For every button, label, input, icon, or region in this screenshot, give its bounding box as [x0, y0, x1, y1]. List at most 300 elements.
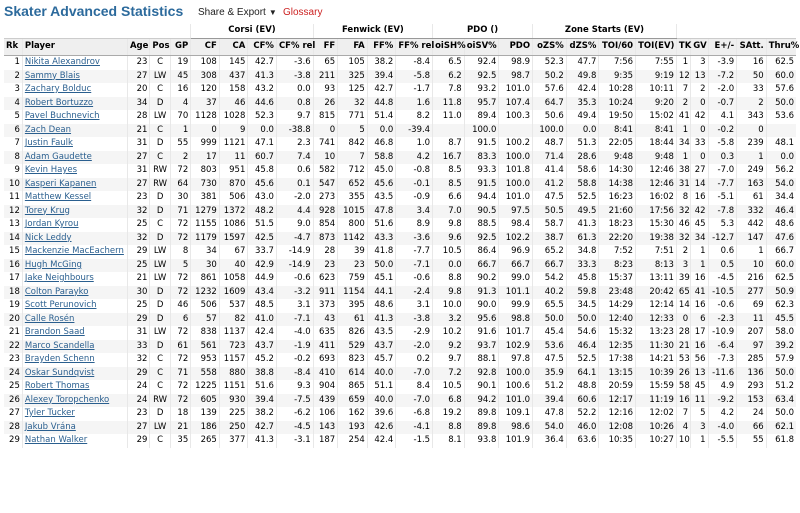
player-link[interactable]: Hugh McGing	[22, 259, 127, 273]
table-cell: 40.0	[367, 367, 396, 381]
table-cell: 58.0	[766, 326, 796, 340]
column-header[interactable]: oiSH%	[433, 39, 465, 56]
table-cell: 14	[691, 178, 708, 192]
table-cell: 0	[691, 151, 708, 165]
table-cell: -38.8	[276, 124, 313, 138]
column-header[interactable]: FA	[338, 39, 368, 56]
table-cell: 1232	[191, 286, 220, 300]
table-cell: 39	[676, 272, 690, 286]
table-cell: 50.9	[766, 286, 796, 300]
table-cell: D	[150, 191, 170, 205]
table-cell: 27	[127, 178, 149, 192]
table-cell: 65.5	[533, 299, 567, 313]
table-cell: 1	[691, 245, 708, 259]
table-cell: 99.9	[499, 299, 533, 313]
column-header[interactable]: FF	[313, 39, 337, 56]
table-cell: 13	[691, 367, 708, 381]
column-header[interactable]: FF%	[367, 39, 396, 56]
table-cell: -9.2	[708, 394, 737, 408]
table-cell: 66.7	[766, 245, 796, 259]
table-cell: -10.9	[708, 326, 737, 340]
table-cell: 44.9	[248, 272, 277, 286]
table-cell: D	[150, 137, 170, 151]
column-header[interactable]: CF% rel	[276, 39, 313, 56]
table-cell: -3.8	[396, 313, 433, 327]
table-cell: 102.2	[499, 232, 533, 246]
player-link[interactable]: Zach Dean	[22, 124, 127, 138]
table-cell: 62.5	[766, 56, 796, 70]
table-cell: 19	[9, 300, 20, 310]
player-link[interactable]: Brayden Schenn	[22, 353, 127, 367]
table-cell: -4.0	[708, 421, 737, 435]
table-cell: 91.5	[464, 137, 499, 151]
table-cell: 89.8	[464, 407, 499, 421]
table-cell: 61.8	[766, 434, 796, 448]
table-cell: 5	[691, 407, 708, 421]
table-cell: -3.9	[708, 56, 737, 70]
table-cell: 43.4	[248, 286, 277, 300]
column-header[interactable]: oZS%	[533, 39, 567, 56]
table-cell: 100.0	[499, 367, 533, 381]
table-cell: 0	[191, 124, 220, 138]
table-cell: 60.0	[766, 70, 796, 84]
table-cell: 45.7	[367, 353, 396, 367]
table-cell: 72	[170, 286, 190, 300]
table-cell: 53.6	[533, 340, 567, 354]
table-cell: 53	[676, 353, 690, 367]
table-cell: 29	[127, 367, 149, 381]
table-cell: 332	[737, 205, 767, 219]
table-cell: -39.4	[396, 124, 433, 138]
column-header[interactable]: dZS%	[566, 39, 599, 56]
table-cell: -2.9	[396, 326, 433, 340]
table-cell: 273	[313, 191, 337, 205]
table-cell: 50.0	[367, 259, 396, 273]
column-header[interactable]: oiSV%	[464, 39, 499, 56]
table-cell: 6	[4, 124, 22, 138]
table-cell: -0.9	[396, 191, 433, 205]
table-cell: 0.0	[433, 259, 465, 273]
table-cell: 44.1	[367, 286, 396, 300]
table-cell: 2	[691, 83, 708, 97]
table-cell: 51.6	[248, 380, 277, 394]
table-cell	[433, 124, 465, 138]
table-cell: 3.4	[396, 205, 433, 219]
table-cell: 9:35	[599, 70, 636, 84]
table-cell: C	[150, 367, 170, 381]
table-cell: 865	[338, 380, 368, 394]
table-cell: 32	[676, 232, 690, 246]
table-cell: 1128	[191, 110, 220, 124]
table-row	[4, 124, 796, 138]
page-title: Skater Advanced Statistics	[4, 3, 184, 19]
table-cell: 207	[737, 326, 767, 340]
table-cell: 90.2	[464, 272, 499, 286]
column-header[interactable]: SAtt.	[737, 39, 767, 56]
table-cell: 49.5	[566, 205, 599, 219]
table-cell: 54.2	[533, 272, 567, 286]
table-cell: 3.1	[276, 299, 313, 313]
table-cell: 82	[219, 313, 248, 327]
column-header[interactable]: CA	[219, 39, 248, 56]
glossary-link[interactable]: Glossary	[283, 7, 323, 18]
table-cell: 50.2	[533, 70, 567, 84]
table-cell: 10	[737, 259, 767, 273]
player-link[interactable]: Alexey Toropchenko	[22, 394, 127, 408]
table-cell: 93.2	[464, 83, 499, 97]
table-cell: 153	[737, 394, 767, 408]
table-cell: 826	[338, 326, 368, 340]
table-cell: 12:02	[636, 407, 677, 421]
table-row	[4, 340, 796, 354]
table-row	[4, 299, 796, 313]
table-cell: 16.7	[433, 151, 465, 165]
table-cell: C	[150, 380, 170, 394]
table-cell: 9.0	[276, 218, 313, 232]
player-link[interactable]: Zachary Bolduc	[22, 83, 127, 97]
table-cell: 93.7	[464, 340, 499, 354]
table-cell: D	[150, 299, 170, 313]
table-cell: 48.6	[766, 218, 796, 232]
table-cell: -10.5	[708, 286, 737, 300]
table-cell: 90.1	[464, 380, 499, 394]
column-header[interactable]: TK	[676, 39, 690, 56]
table-cell: 623	[313, 272, 337, 286]
table-cell: 13:11	[636, 272, 677, 286]
table-cell: 145	[219, 56, 248, 70]
table-cell: 96.9	[499, 245, 533, 259]
table-cell: 31	[127, 137, 149, 151]
table-cell: 1	[691, 434, 708, 448]
table-cell: 25	[127, 299, 149, 313]
table-cell: 9.8	[433, 286, 465, 300]
table-cell: 139	[191, 407, 220, 421]
table-cell: 23	[127, 56, 149, 70]
table-cell: 56.2	[766, 164, 796, 178]
table-cell: 59.8	[566, 286, 599, 300]
table-cell: 92.4	[464, 56, 499, 70]
table-cell: -7.1	[276, 313, 313, 327]
table-row	[4, 178, 796, 192]
column-header[interactable]: TOI/60	[599, 39, 636, 56]
table-cell: 19.2	[433, 407, 465, 421]
table-cell: 652	[338, 178, 368, 192]
table-cell: 58.8	[566, 178, 599, 192]
column-header[interactable]: GV	[691, 39, 708, 56]
table-cell: 928	[313, 205, 337, 219]
table-cell: 61	[737, 191, 767, 205]
table-cell: 120	[191, 83, 220, 97]
table-cell: 21:60	[599, 205, 636, 219]
column-header[interactable]: CF	[191, 39, 220, 56]
table-row	[4, 110, 796, 124]
column-header[interactable]: Thru%	[766, 39, 796, 56]
table-cell: 39	[338, 245, 368, 259]
table-cell: 3	[14, 84, 20, 94]
group-spacer	[676, 24, 796, 39]
table-cell: 803	[191, 164, 220, 178]
table-cell: 13:23	[636, 326, 677, 340]
player-link[interactable]: Colton Parayko	[22, 286, 127, 300]
table-cell: 54.6	[566, 326, 599, 340]
column-header[interactable]: Player	[22, 39, 127, 56]
table-cell: 10.5	[433, 380, 465, 394]
table-cell: 42.5	[248, 232, 277, 246]
share-export-label: Share & Export	[198, 7, 266, 18]
table-cell: 62.1	[766, 421, 796, 435]
table-cell: 800	[338, 218, 368, 232]
table-cell: 1372	[219, 205, 248, 219]
player-link[interactable]: Torey Krug	[22, 205, 127, 219]
table-cell: 57.6	[766, 83, 796, 97]
player-link[interactable]: Oskar Sundqvist	[22, 367, 127, 381]
page-header	[0, 0, 800, 24]
column-header[interactable]: E+/-	[708, 39, 737, 56]
table-cell: 30	[127, 286, 149, 300]
table-cell: 823	[338, 353, 368, 367]
column-header[interactable]: CF%	[248, 39, 277, 56]
table-row	[4, 394, 796, 408]
table-cell: LW	[150, 272, 170, 286]
table-cell: 29	[9, 435, 20, 445]
table-cell: 17:56	[636, 205, 677, 219]
table-row	[4, 353, 796, 367]
table-cell: -12.7	[708, 232, 737, 246]
table-cell: 101.0	[499, 394, 533, 408]
player-link[interactable]: Sammy Blais	[22, 70, 127, 84]
table-cell: 41.3	[367, 313, 396, 327]
table-cell: 70	[170, 110, 190, 124]
table-cell: 1086	[219, 218, 248, 232]
table-cell: 854	[313, 218, 337, 232]
table-cell: 41	[676, 110, 690, 124]
table-cell: 9.8	[433, 218, 465, 232]
table-cell: 58.8	[367, 151, 396, 165]
player-link[interactable]: Kasperi Kapanen	[22, 178, 127, 192]
table-cell: 7	[338, 151, 368, 165]
table-cell: 20	[127, 83, 149, 97]
table-cell: 50.0	[766, 407, 796, 421]
table-cell: 8.4	[396, 380, 433, 394]
table-cell: 32	[127, 353, 149, 367]
table-cell: 4.2	[708, 407, 737, 421]
table-cell: 54.0	[766, 178, 796, 192]
table-cell: 16	[691, 340, 708, 354]
table-row	[4, 205, 796, 219]
table-cell: 109.1	[499, 407, 533, 421]
table-cell: 529	[338, 340, 368, 354]
player-link[interactable]: Jordan Kyrou	[22, 218, 127, 232]
table-cell: 49.8	[566, 70, 599, 84]
table-cell: 71	[170, 205, 190, 219]
table-cell: 66.7	[499, 259, 533, 273]
table-cell: 16:23	[599, 191, 636, 205]
table-cell: 10:24	[599, 97, 636, 111]
table-cell: 16	[691, 299, 708, 313]
table-cell: 40	[219, 259, 248, 273]
table-cell: 55	[737, 434, 767, 448]
table-cell: 8	[4, 151, 22, 165]
table-cell: 93.8	[464, 434, 499, 448]
table-cell: 136	[737, 367, 767, 381]
table-cell: 0.0	[766, 151, 796, 165]
table-cell: 4.9	[708, 380, 737, 394]
table-cell: 15:59	[636, 380, 677, 394]
column-header[interactable]: Age	[127, 39, 149, 56]
player-link[interactable]: Justin Faulk	[22, 137, 127, 151]
table-cell: 10.2	[433, 326, 465, 340]
table-cell: 771	[338, 110, 368, 124]
table-cell: 33.7	[248, 245, 277, 259]
table-cell: 265	[191, 434, 220, 448]
player-link[interactable]: Tyler Tucker	[22, 407, 127, 421]
column-header[interactable]: TOI(EV)	[636, 39, 677, 56]
player-link[interactable]: Brandon Saad	[22, 326, 127, 340]
player-link[interactable]: Calle Rosén	[22, 313, 127, 327]
column-header[interactable]: Pos	[150, 39, 170, 56]
table-cell: 9	[14, 165, 20, 175]
player-link[interactable]: Robert Thomas	[22, 380, 127, 394]
table-cell: 45.8	[248, 164, 277, 178]
table-row	[4, 191, 796, 205]
table-cell: 57	[191, 313, 220, 327]
player-link[interactable]: Robert Bortuzzo	[22, 97, 127, 111]
table-cell: 1137	[219, 326, 248, 340]
table-cell: D	[150, 205, 170, 219]
player-link[interactable]: Mackenzie MacEachern	[22, 245, 127, 259]
table-cell: 48.8	[566, 380, 599, 394]
table-cell: 66.7	[533, 259, 567, 273]
table-cell: LW	[150, 421, 170, 435]
table-cell: 12	[4, 205, 22, 219]
table-cell: 23:48	[599, 286, 636, 300]
table-cell: 57.6	[533, 83, 567, 97]
table-cell: 100.0	[533, 124, 567, 138]
table-row	[4, 434, 796, 448]
table-cell: 52.3	[248, 110, 277, 124]
table-cell: 880	[219, 367, 248, 381]
table-cell: 24	[4, 367, 22, 381]
table-cell: 16	[691, 191, 708, 205]
table-cell: -7.8	[708, 205, 737, 219]
table-cell: 506	[191, 299, 220, 313]
table-cell: 42.7	[367, 83, 396, 97]
table-cell: 93	[313, 83, 337, 97]
table-cell: 41.0	[248, 313, 277, 327]
table-cell: 41.4	[533, 164, 567, 178]
table-cell: 0	[691, 124, 708, 138]
table-cell: 4	[170, 97, 190, 111]
player-link[interactable]: Pavel Buchnevich	[22, 110, 127, 124]
table-cell: 561	[191, 340, 220, 354]
column-header[interactable]: GP	[170, 39, 190, 56]
table-cell: 47.5	[533, 353, 567, 367]
table-cell: D	[150, 97, 170, 111]
player-link[interactable]: Jake Neighbours	[22, 272, 127, 286]
table-cell: 46.0	[566, 421, 599, 435]
table-cell: 285	[737, 353, 767, 367]
table-cell: 12:33	[636, 313, 677, 327]
player-link[interactable]: Adam Gaudette	[22, 151, 127, 165]
table-cell: 1155	[191, 218, 220, 232]
table-cell: 395	[338, 299, 368, 313]
table-cell: D	[150, 313, 170, 327]
table-cell: C	[150, 434, 170, 448]
table-cell: -6.2	[276, 407, 313, 421]
player-link[interactable]: Matthew Kessel	[22, 191, 127, 205]
table-cell: 45.4	[533, 326, 567, 340]
player-link[interactable]: Nathan Walker	[22, 434, 127, 448]
table-row	[4, 97, 796, 111]
column-header[interactable]: PDO	[499, 39, 533, 56]
table-cell: -5.1	[708, 191, 737, 205]
table-cell: 28	[4, 421, 22, 435]
table-cell: 1015	[338, 205, 368, 219]
table-cell: 52.5	[566, 191, 599, 205]
table-cell: 373	[313, 299, 337, 313]
table-cell: 43.0	[248, 191, 277, 205]
table-cell: 47.1	[248, 137, 277, 151]
column-header[interactable]: Rk	[4, 39, 22, 56]
table-cell: 37	[191, 97, 220, 111]
table-cell: 10:26	[636, 421, 677, 435]
table-cell: -5.8	[396, 70, 433, 84]
table-cell: 12:08	[599, 421, 636, 435]
table-cell: D	[150, 232, 170, 246]
table-cell: 45	[691, 380, 708, 394]
table-cell: 10	[313, 151, 337, 165]
table-cell: 38.7	[533, 232, 567, 246]
share-export-button[interactable]	[198, 7, 277, 18]
table-cell: 32	[338, 97, 368, 111]
table-cell: 1	[170, 124, 190, 138]
table-cell: 11	[9, 192, 20, 202]
table-cell: 293	[737, 380, 767, 394]
table-cell: 42	[691, 110, 708, 124]
table-cell: 27	[127, 421, 149, 435]
player-link[interactable]: Nick Leddy	[22, 232, 127, 246]
table-cell: 28	[127, 110, 149, 124]
table-row	[4, 232, 796, 246]
table-cell: 43.2	[248, 83, 277, 97]
player-link[interactable]: Nikita Alexandrov	[22, 56, 127, 70]
table-cell: 7.8	[433, 83, 465, 97]
table-cell: 22:20	[599, 232, 636, 246]
table-cell: 99.0	[499, 272, 533, 286]
table-cell: 53.6	[766, 110, 796, 124]
table-cell: 25	[127, 218, 149, 232]
player-link[interactable]: Marco Scandella	[22, 340, 127, 354]
table-cell: 48.5	[248, 299, 277, 313]
table-cell: 8:13	[636, 259, 677, 273]
table-cell: LW	[150, 70, 170, 84]
player-link[interactable]: Jakub Vrána	[22, 421, 127, 435]
column-header[interactable]: FF% rel	[396, 39, 433, 56]
player-link[interactable]: Kevin Hayes	[22, 164, 127, 178]
table-cell: -2.3	[708, 313, 737, 327]
player-link[interactable]: Scott Perunovich	[22, 299, 127, 313]
table-cell: 12:16	[599, 407, 636, 421]
table-cell: 98.8	[499, 313, 533, 327]
table-cell: 1609	[219, 286, 248, 300]
table-cell: 100.0	[499, 151, 533, 165]
table-cell: 7:52	[599, 245, 636, 259]
table-cell: 9.3	[276, 380, 313, 394]
table-cell: 35	[170, 434, 190, 448]
table-cell: 32	[127, 205, 149, 219]
table-cell: 46	[676, 218, 690, 232]
table-cell: 30	[170, 191, 190, 205]
